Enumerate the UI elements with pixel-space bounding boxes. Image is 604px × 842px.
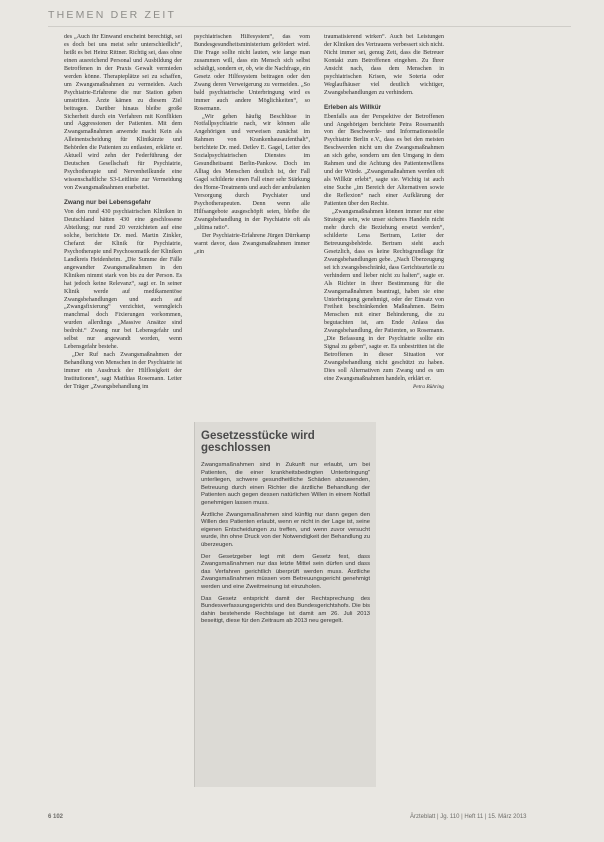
column2-paragraph: psychiatrischen Hilfesystem“, das vom Bundesgesundheitsministerium gefördert wird. Die Frage sollte nicht lauten, wie lange man zusammen will, dass ein Mensch sich selbst schädigt, sondern er, ob, wie die Nachfrage, ein Gesetz oder Hilfesystem beitragen oder den Zwang deren Verweigerung zu vermeiden. „So bald psychiatrische Unterbringung wird es immer auch andere Möglichkeiten“, so Rosemann. <box>194 34 310 112</box>
info-box-paragraph: Der Gesetzgeber legt mit dem Gesetz fest, dass Zwangsmaßnahmen nur das letzte Mittel sein dürfen und dass das Verfahren gerichtlich überprüft werden muss. Ärztliche Zwangsmaßnahmen müssen vom Betreuungsgericht genehmigt werden und eine Zweitmeinung ist einzuholen. <box>201 553 370 590</box>
column3-paragraph: „Zwangsmaßnahmen können immer nur eine Strategie sein, wie unser sicheres Handeln nicht mehr durch die Beziehung ersetzt werden“, schilderte Lena Bertram, Leiter der Betreuungsbehörde. Bertram sieht auch Gesetzlich, dass es keine Rechtsgrundlage für Zwangsbehandlungen gebe. „Nach Überzeugung sei ich zwangsbeschränkt, dass Gerichtsurteile zu verhindern und lieber nicht zu halten“, sagte er. Als Richter in ihrer Bestimmung für die Zwangsmaßnahmen beantragt, haben sie eine Unterbringung genehmigt, oder der Einsatz von Freiheit beschränkenden Maßnahmen. Beim Menschen mit einer Behinderung, die zu begutachten ist, am Ende Anlass das Zwangsbehandlung, der Patienten, so Rosemann. „Die Befassung in der Psychiatrie sollte ein Signal zu geben“, sagte er. Es unbestritten ist die Betroffenen in dieser Situation vor Zwangsbehandlung nicht geschützt zu haben. Dies soll Alternativen zum Zwang und es um eine Zwangsmaßnahmen handeln, erklärt er. <box>324 209 444 383</box>
column3-paragraph: Ebenfalls aus der Perspektive der Betroffenen und Angehörigen berichtete Petra Rossmanith von der Beschwerde- und Informationsstelle Psychiatrie Berlin e.V., dass es bei den meisten Beschwerden nicht um die Zwangsmaßnahmen an sich gehe, sondern um den Umgang in dem Rahmen und die Achtung des Patientenwillens und der Würde. „Zwangsmaßnahmen werden oft als Willkür erlebt“, sagte sie. Wichtig ist auch eine Suche „im Bereich der Alternativen sowie die Reflexion“ nach einer Aufklärung der Patienten über den Rechte. <box>324 113 444 208</box>
column2-paragraph: Der Psychiatrie-Erfahrene Jürgen Dürrkamp warnt davor, dass Zwangsmaßnahmen immer „ein <box>194 232 310 255</box>
section-heading-willkuer: Erleben als Willkür <box>324 103 382 111</box>
info-box-paragraph: Zwangsmaßnahmen sind in Zukunft nur erlaubt, um bei Patienten, die einer krankheitsbedingten Unterbringung“ unterliegen, schwere gesundheitliche Schäden abzuwenden, Betreuung durch einen Richter die ärztliche Behandlung der Patienten auch gegen dessen natürlichen Willen in einem Notfall genehmigen lassen muss. <box>201 462 370 506</box>
column1-paragraph: „Der Ruf nach Zwangsmaßnahmen der Behandlung von Menschen in der Psychiatrie ist immer ein Ausdruck der Hilflosigkeit der Institutionen“, sagt Matthias Rosemann. Leiter der Träger „Zwangsbehandlung im <box>64 352 182 390</box>
info-box-title: Gesetzesstücke wird geschlossen <box>201 430 315 454</box>
page-number: 6 102 <box>48 814 64 820</box>
text-column-1 <box>64 34 182 804</box>
column2-paragraph: „Wir gehen häufig Beschlüsse in Notfallpsychiatrie nach, wir können alle Angehörigen und verweisen zunächst im Rahmen von Krankenhausaufenthalt“, berichtete Dr. med. Detlev E. Gagel, Leiter des Sozialpsychiatrischen Dienstes im Gesundheitsamt Berlin-Pankow. Doch im Alltag des Menschen deutlich ist, der Fall Gagel schilderte einen Fall einer sehr Stärkung des Home-Treatments und auch der ambulanten Versorgung durch Psychiater und Psychotherapeuten. Denn wenn alle Hilfsangebote ausgeschöpft seien, bleibe die Zwangsbehandlung in der Psychiatrie oft als „ultima ratio“. <box>194 113 310 231</box>
header-rule <box>48 26 571 27</box>
column1-paragraph: Von den rund 430 psychiatrischen Kliniken in Deutschland hätten 430 eine geschlossene Abteilung; nur rund 20 verzichteten auf eine solche, berichtete Dr. med. Martin Zinkler, Chefarzt der Klinik für Psychiatrie, Psychotherapie und Psychosomatik der Kliniken Landkreis Heidenheim. „Die Summe der Fälle angewandter Zwangsmaßnahmen in den Kliniken nimmt stark von bis zu der Person. Es hat jedoch keine Relevanz“, sagt er. In seiner Klinik werde auf medikamentöse Zwangsbehandlungen und auch auf „Zwangsfixierung“ verzichtet, wenngleich manchmal doch Fixierungen vorkommen, wurden allerdings „Massive Ansätze sind bedroht.“ Zwang nur bei Lebensgefahr und selbst nur angewandt worden, wenn Lebensgefahr bestehe. <box>64 209 182 351</box>
info-box-paragraph: Das Gesetz entspricht damit der Rechtsprechung des Bundesverfassungsgerichts und des Bundesgerichtshofs. Die bis dahin bestehende Rechtslage ist damit am 26. Juli 2013 beseitigt, diese für den Zeitraum ab 2013 neu geregelt. <box>201 595 370 625</box>
column1-paragraph: des „Auch ihr Einwand erscheint berechtigt, sei es doch bei uns meist sehr unterschiedlich“, heißt es bei Heinz Rittner. Richtig sei, dass ohne einen ausreichend Personal und Ausbildung der Betroffenen in der Praxis Gewalt vermieden werden könne. Therapieplätze sei zu schaffen, um Zwangsmaßnahmen zu vermeiden. Auch Psychiatrie-Erfahrene die nur Station geben umstritten. Ärzte kämen zu diesem Ziel beitragen. Darüber hinaus bleibe große Sicherheit durch ein Verfahren mit Konflikten und Aggressionen der Patienten. Mit dem Zwangsmaßnahmen anwende macht Kein als Alleinentscheidung für Klinikärzte und Behörden die Patienten zu entlasten, erklärte er. Aktuell wird zehn der Federführung der Deutschen Gesellschaft für Psychiatrie, Psychotherapie und Nervenheilkunde eine wissenschaftliche S3-Leitlinie zur Vermeidung von Zwangsmaßnahmen erarbeitet. <box>64 34 182 192</box>
section-heading-zwang: Zwang nur bei Lebensgefahr <box>64 199 151 207</box>
author-credit: Petra Bühring <box>413 383 444 390</box>
column3-paragraph: traumatisierend wirken“. Auch bei Leistungen der Kliniken des Vertrauens verbessert sich nicht. Nicht immer sei, genug Zeit, dass die Betreuer Kontakt zum Betroffenen eingehen. Zu Ihrer Ansicht nach, dass dem Menschen in psychiatrischen Krisen, wie Soteria oder Weglaufhäuser viel deutlich wichtiger, Zwangsbehandlungen zu verhindern. <box>324 34 444 96</box>
info-box-paragraph: Ärztliche Zwangsmaßnahmen sind künftig nur dann gegen den Willen des Patienten erlaubt, wenn er nicht in der Lage ist, seine eigenen Entscheidungen zu treffen, und wenn zuvor versucht wurde, ihn ohne Druck von der Notwendigkeit der Behandlung zu überzeugen. <box>201 511 370 548</box>
issue-info: Ärzteblatt | Jg. 110 | Heft 11 | 15. März 2013 <box>410 814 527 820</box>
text-column-2 <box>194 34 310 398</box>
section-header: THEMEN DER ZEIT <box>48 9 177 21</box>
info-box <box>194 422 376 787</box>
